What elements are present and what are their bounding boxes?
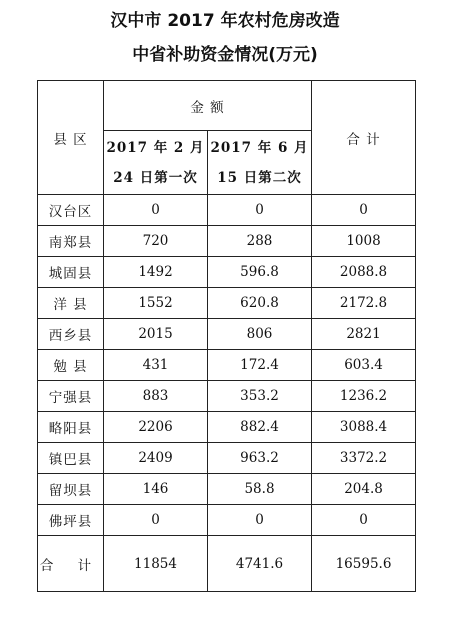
header-second-allocation	[208, 131, 312, 195]
first-amount-cell: 883	[104, 381, 208, 412]
county-cell: 镇巴县	[38, 443, 104, 474]
county-cell: 西乡县	[38, 319, 104, 350]
summary-second-amount: 4741.6	[208, 536, 312, 592]
header-second-line-1: 2017 年 6 月	[210, 139, 309, 156]
total-amount-cell: 3088.4	[312, 412, 416, 443]
total-amount-cell: 2172.8	[312, 288, 416, 319]
header-first-line-2: 24 日第一次	[113, 169, 198, 186]
subsidy-table	[37, 80, 416, 592]
second-amount-cell: 882.4	[208, 412, 312, 443]
first-amount-cell: 2015	[104, 319, 208, 350]
table-row	[38, 257, 416, 288]
county-cell: 佛坪县	[38, 505, 104, 536]
second-amount-cell: 58.8	[208, 474, 312, 505]
header-second-line-2: 15 日第二次	[217, 169, 302, 186]
county-cell: 汉台区	[38, 195, 104, 226]
summary-row	[38, 536, 416, 592]
header-county: 县 区	[38, 81, 104, 195]
second-amount-cell: 0	[208, 505, 312, 536]
total-amount-cell: 3372.2	[312, 443, 416, 474]
total-amount-cell: 0	[312, 195, 416, 226]
county-cell: 略阳县	[38, 412, 104, 443]
header-total: 合 计	[312, 81, 416, 195]
county-cell: 宁强县	[38, 381, 104, 412]
title-line-2: 中省补助资金情况(万元)	[132, 45, 318, 65]
first-amount-cell: 0	[104, 505, 208, 536]
table-row	[38, 350, 416, 381]
first-amount-cell: 0	[104, 195, 208, 226]
total-amount-cell: 204.8	[312, 474, 416, 505]
second-amount-cell: 288	[208, 226, 312, 257]
first-amount-cell: 146	[104, 474, 208, 505]
total-amount-cell: 2088.8	[312, 257, 416, 288]
total-amount-cell: 2821	[312, 319, 416, 350]
header-amount: 金 额	[104, 81, 312, 131]
second-amount-cell: 620.8	[208, 288, 312, 319]
first-amount-cell: 2206	[104, 412, 208, 443]
header-first-allocation	[104, 131, 208, 195]
header-row-1	[38, 81, 416, 131]
first-amount-cell: 2409	[104, 443, 208, 474]
total-amount-cell: 1236.2	[312, 381, 416, 412]
first-amount-cell: 1552	[104, 288, 208, 319]
first-amount-cell: 1492	[104, 257, 208, 288]
table-row	[38, 381, 416, 412]
summary-first-amount: 11854	[104, 536, 208, 592]
first-amount-cell: 720	[104, 226, 208, 257]
summary-label: 合 计	[38, 536, 104, 592]
first-amount-cell: 431	[104, 350, 208, 381]
second-amount-cell: 0	[208, 195, 312, 226]
second-amount-cell: 963.2	[208, 443, 312, 474]
second-amount-cell: 172.4	[208, 350, 312, 381]
table-row	[38, 319, 416, 350]
table-row	[38, 195, 416, 226]
title-line-1: 汉中市 2017 年农村危房改造	[110, 11, 340, 31]
document-title	[0, 4, 450, 72]
second-amount-cell: 353.2	[208, 381, 312, 412]
table-row	[38, 412, 416, 443]
second-amount-cell: 596.8	[208, 257, 312, 288]
table-row	[38, 505, 416, 536]
total-amount-cell: 1008	[312, 226, 416, 257]
county-cell: 南郑县	[38, 226, 104, 257]
total-amount-cell: 0	[312, 505, 416, 536]
county-cell: 勉 县	[38, 350, 104, 381]
table-row	[38, 443, 416, 474]
county-cell: 留坝县	[38, 474, 104, 505]
table-row	[38, 288, 416, 319]
total-amount-cell: 603.4	[312, 350, 416, 381]
second-amount-cell: 806	[208, 319, 312, 350]
summary-total-amount: 16595.6	[312, 536, 416, 592]
table-row	[38, 474, 416, 505]
table-row	[38, 226, 416, 257]
header-first-line-1: 2017 年 2 月	[106, 139, 205, 156]
county-cell: 城固县	[38, 257, 104, 288]
county-cell: 洋 县	[38, 288, 104, 319]
